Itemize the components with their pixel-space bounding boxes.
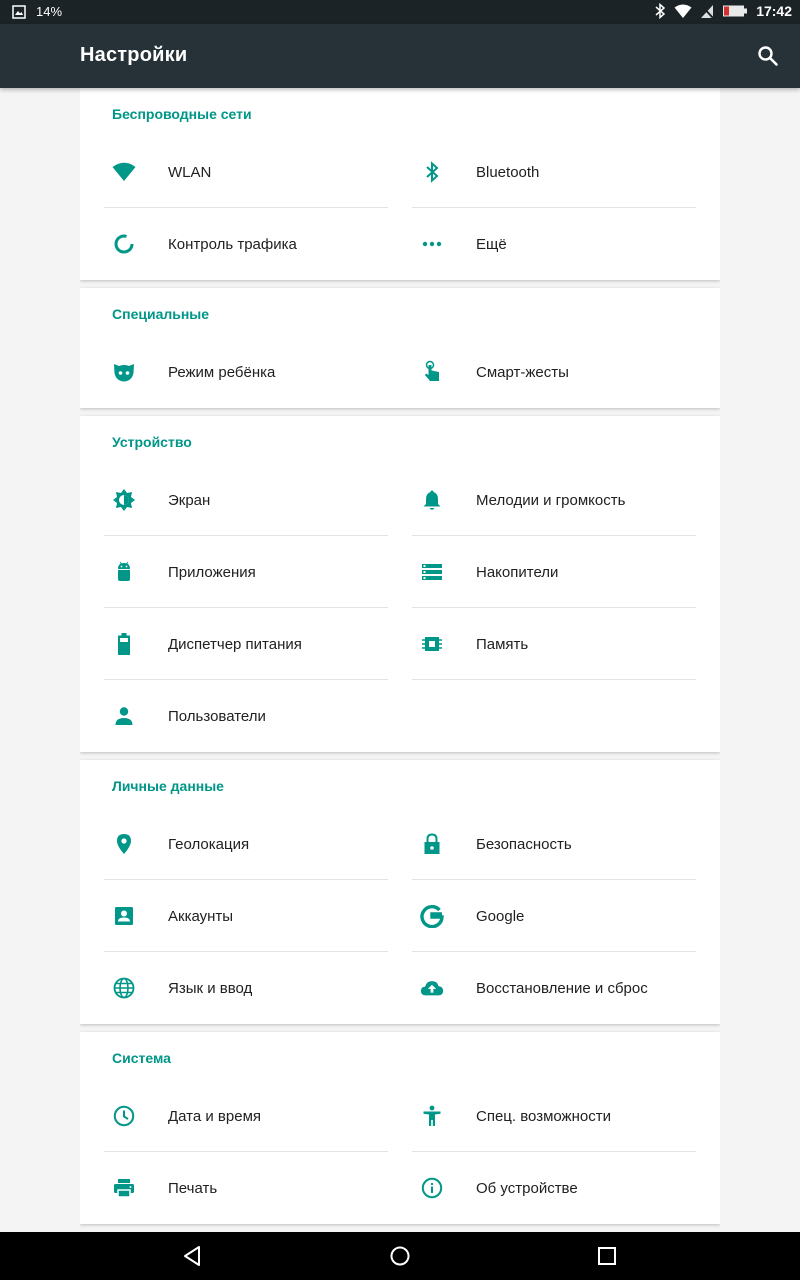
section-device: [80, 416, 720, 752]
setting-users[interactable]: [104, 680, 412, 752]
setting-data-usage[interactable]: [104, 208, 412, 280]
search-icon[interactable]: [756, 44, 780, 68]
setting-language[interactable]: [104, 952, 412, 1024]
info-icon: [421, 1177, 443, 1199]
setting-label: Восстановление и сброс: [476, 979, 648, 997]
section-title-wireless: Беспроводные сети: [112, 106, 252, 122]
bluetooth-icon: [424, 161, 440, 183]
person-icon: [114, 706, 134, 726]
setting-label: Об устройстве: [476, 1179, 578, 1197]
setting-label: Печать: [168, 1179, 218, 1197]
clock-icon: [113, 1105, 135, 1127]
cloud-upload-icon: [420, 979, 444, 997]
wifi-icon: [112, 162, 136, 182]
page-title: Настройки: [80, 44, 188, 66]
no-signal-icon: [700, 4, 714, 19]
navigation-bar: [0, 1232, 800, 1280]
setting-security[interactable]: [412, 808, 720, 880]
clock: 17:42: [756, 3, 792, 19]
setting-label: Мелодии и громкость: [476, 491, 626, 509]
setting-label: Контроль трафика: [168, 235, 297, 253]
section-title-device: Устройство: [112, 434, 192, 450]
settings-list[interactable]: [80, 88, 720, 1232]
battery-icon: [117, 632, 131, 656]
setting-storage[interactable]: [412, 536, 720, 608]
setting-backup[interactable]: [412, 952, 720, 1024]
setting-label: Приложения: [168, 563, 256, 581]
data-usage-icon: [113, 233, 135, 255]
setting-label: Накопители: [476, 563, 559, 581]
setting-memory[interactable]: [412, 608, 720, 680]
memory-chip-icon: [421, 633, 443, 655]
battery-low-icon: [722, 4, 748, 18]
location-pin-icon: [116, 833, 132, 855]
setting-label: Спец. возможности: [476, 1107, 611, 1125]
lock-icon: [423, 833, 441, 855]
setting-label: WLAN: [168, 163, 212, 181]
setting-label: Пользователи: [168, 707, 266, 725]
storage-icon: [421, 563, 443, 581]
section-title-personal: Личные данные: [112, 778, 224, 794]
setting-label: Язык и ввод: [168, 979, 253, 997]
setting-about[interactable]: [412, 1152, 720, 1224]
setting-google[interactable]: [412, 880, 720, 952]
setting-label: Геолокация: [168, 835, 250, 853]
google-g-icon: [420, 904, 444, 928]
battery-percent-text: 14%: [36, 4, 63, 19]
accessibility-icon: [422, 1105, 442, 1127]
setting-bluetooth[interactable]: [412, 136, 720, 208]
setting-print[interactable]: [104, 1152, 412, 1224]
brightness-icon: [112, 488, 136, 512]
back-icon[interactable]: [181, 1244, 205, 1268]
setting-accounts[interactable]: [104, 880, 412, 952]
globe-icon: [113, 977, 135, 999]
setting-label: Google: [476, 907, 525, 925]
bell-icon: [422, 489, 442, 511]
app-bar: [0, 24, 800, 88]
setting-label: Экран: [168, 491, 211, 509]
printer-icon: [113, 1178, 135, 1198]
setting-label: Режим ребёнка: [168, 363, 276, 381]
section-system: [80, 1032, 720, 1224]
android-icon: [115, 561, 133, 583]
more-horiz-icon: [422, 241, 442, 247]
setting-datetime[interactable]: [104, 1080, 412, 1152]
section-personal: [80, 760, 720, 1024]
image-notification-icon: [12, 5, 26, 19]
account-box-icon: [114, 906, 134, 926]
setting-label: Память: [476, 635, 529, 653]
setting-label: Безопасность: [476, 835, 572, 853]
setting-kid-mode[interactable]: [104, 336, 412, 408]
recent-apps-icon[interactable]: [595, 1244, 619, 1268]
section-wireless: [80, 88, 720, 280]
section-title-system: Система: [112, 1050, 171, 1066]
wifi-status-icon: [674, 4, 692, 19]
setting-accessibility[interactable]: [412, 1080, 720, 1152]
setting-wlan[interactable]: [104, 136, 412, 208]
kid-face-icon: [112, 361, 136, 383]
setting-smart-gestures[interactable]: [412, 336, 720, 408]
touch-gesture-icon: [422, 360, 442, 384]
setting-label: Аккаунты: [168, 907, 234, 925]
home-icon[interactable]: [388, 1244, 412, 1268]
setting-apps[interactable]: [104, 536, 412, 608]
status-bar: [0, 0, 800, 24]
section-special: [80, 288, 720, 408]
setting-label: Дата и время: [168, 1107, 262, 1125]
setting-label: Смарт-жесты: [476, 363, 569, 381]
setting-label: Bluetooth: [476, 163, 540, 181]
setting-label: Ещё: [476, 235, 507, 253]
setting-location[interactable]: [104, 808, 412, 880]
section-title-special: Специальные: [112, 306, 210, 322]
setting-power[interactable]: [104, 608, 412, 680]
setting-sounds[interactable]: [412, 464, 720, 536]
bluetooth-status-icon: [654, 3, 666, 19]
setting-label: Диспетчер питания: [168, 635, 302, 653]
setting-more[interactable]: [412, 208, 720, 280]
setting-screen[interactable]: [104, 464, 412, 536]
